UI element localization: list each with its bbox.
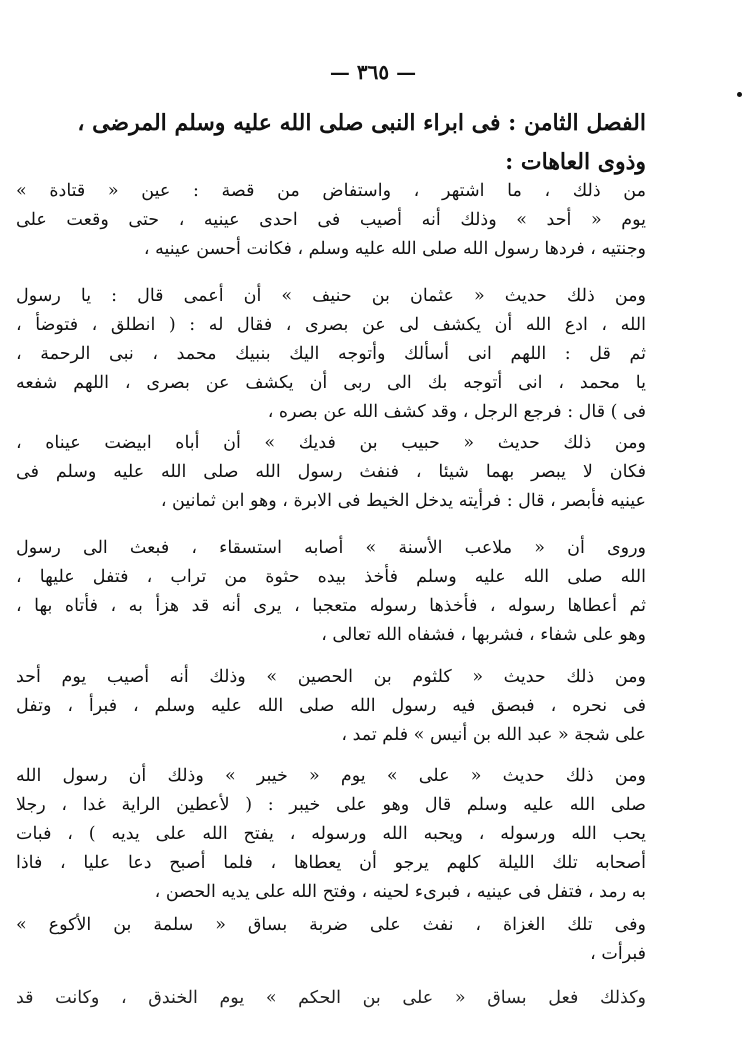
- paragraph-qatada: [16, 177, 646, 264]
- paragraph-salama-ibn-al-akwa: [16, 911, 646, 969]
- text-line: صلى الله عليه وسلم قال وهو على خيبر : ( لأعطين الراية غدا ، رجلا: [16, 795, 646, 815]
- heading-line: الفصل الثامن : فى ابراء النبى صلى الله عليه وسلم المرضى ،: [77, 110, 646, 136]
- paragraph-habib-ibn-fudayk: [16, 429, 646, 516]
- text-line: فكان لا يبصر بهما شيئا ، فنفث رسول الله صلى الله عليه وسلم فى: [16, 462, 646, 482]
- text-line: ومن ذلك حديث « حبيب بن فديك » أن أباه ابيضت عيناه ،: [16, 433, 646, 453]
- text-line: الله ، ادع الله أن يكشف لى عن بصرى ، فقال له : ( انطلق ، فتوضأ ،: [16, 315, 646, 335]
- text-line: وجنتيه ، فردها رسول الله صلى الله عليه وسلم ، فكانت أحسن عينيه ،: [143, 239, 646, 259]
- text-line: ومن ذلك حديث « على » يوم « خيبر » وذلك أن رسول الله: [16, 766, 646, 786]
- heading-line: وذوى العاهات :: [505, 149, 646, 175]
- paragraph-mulaib-al-asinna: [16, 534, 646, 650]
- text-line: ومن ذلك حديث « كلثوم بن الحصين » وذلك أنه أصيب يوم أحد: [16, 667, 646, 687]
- margin-dot: [737, 92, 742, 97]
- text-line: وروى أن « ملاعب الأسنة » أصابه استسقاء ، فبعث الى رسول: [16, 538, 646, 558]
- text-line: على شجة « عبد الله بن أنيس » فلم تمد ،: [341, 725, 646, 745]
- text-line: ثم أعطاها رسوله ، فأخذها رسوله متعجبا ، يرى أنه قد هزأ به ، فأتاه بها ،: [16, 596, 646, 616]
- text-line: يا محمد ، انى أتوجه بك الى ربى أن يكشف عن بصرى ، اللهم شفعه: [16, 373, 646, 393]
- text-line: من ذلك ، ما اشتهر ، واستفاض من قصة : عين « قتادة »: [16, 181, 646, 201]
- text-line: وكذلك فعل بساق « على بن الحكم » يوم الخندق ، وكانت قد: [16, 988, 646, 1008]
- text-line: الله صلى الله عليه وسلم فأخذ بيده حثوة من تراب ، فتفل عليها ،: [16, 567, 646, 587]
- text-line: فبرأت ،: [590, 944, 646, 964]
- text-line: يحب الله ورسوله ، ويحبه الله ورسوله ، يفتح الله على يديه ) ، فبات: [16, 824, 646, 844]
- text-line: وهو على شفاء ، فشربها ، فشفاه الله تعالى ،: [321, 625, 646, 645]
- paragraph-ali-ibn-al-hakam: [16, 984, 646, 1013]
- page-number: — ٣٦٥ —: [329, 60, 417, 84]
- text-line: ومن ذلك حديث « عثمان بن حنيف » أن أعمى قال : يا رسول: [16, 286, 646, 306]
- paragraph-uthman-ibn-hunayf: [16, 282, 646, 427]
- text-line: به رمد ، فتفل فى عينيه ، فبرىء لحينه ، وفتح الله على يديه الحصن ،: [154, 882, 646, 902]
- text-line: وفى تلك الغزاة ، نفث على ضربة بساق « سلمة بن الأكوع »: [16, 915, 646, 935]
- paragraph-kulthum-ibn-al-husayn: [16, 663, 646, 750]
- text-line: ثم قل : اللهم انى أسألك وأتوجه اليك بنبيك محمد ، نبى الرحمة ،: [16, 344, 646, 364]
- text-line: فى نحره ، فبصق فيه رسول الله صلى الله عليه وسلم ، فبرأ ، وتفل: [16, 696, 646, 716]
- text-line: أصحابه تلك الليلة كلهم يرجو أن يعطاها ، فلما أصبح دعا عليا ، فاذا: [16, 853, 646, 873]
- text-line: عينيه فأبصر ، قال : فرأيته يدخل الخيط فى الابرة ، وهو ابن ثمانين ،: [160, 491, 646, 511]
- text-line: يوم « أحد » وذلك أنه أصيب فى احدى عينيه ، حتى وقعت على: [16, 210, 646, 230]
- text-line: فى ) قال : فرجع الرجل ، وقد كشف الله عن بصره ،: [267, 402, 646, 422]
- paragraph-ali-khaybar: [16, 762, 646, 907]
- chapter-heading: [18, 104, 646, 182]
